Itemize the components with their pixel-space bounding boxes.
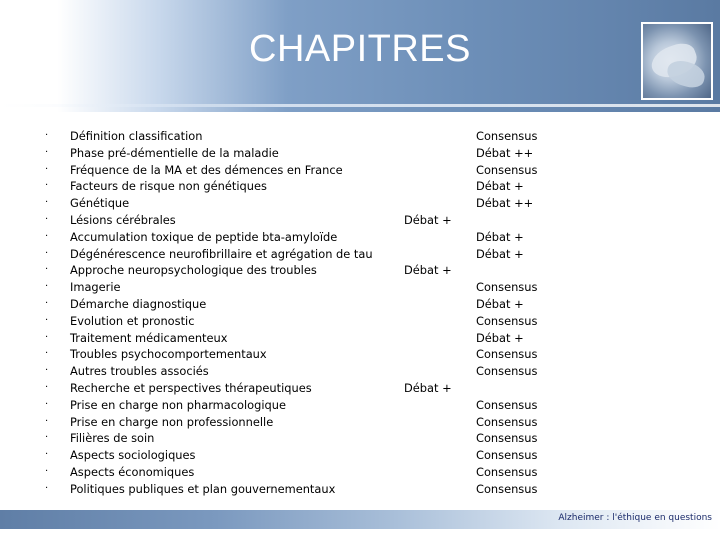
bullet-marker: · (45, 365, 49, 377)
chapter-status: Débat + (476, 297, 524, 311)
chapter-status: Consensus (476, 280, 538, 295)
chapter-status: Débat + (476, 179, 524, 194)
footer-bar (0, 510, 720, 529)
chapter-status-mid: Débat + (404, 213, 452, 227)
chapter-label: Aspects sociologiques (70, 448, 196, 463)
chapter-label: Lésions cérébrales (70, 213, 176, 227)
chapter-label: Fréquence de la MA et des démences en France (70, 162, 343, 177)
banner-divider (0, 104, 720, 107)
chapter-status: Consensus (476, 431, 538, 446)
header-banner (0, 0, 720, 112)
chapter-label: Filières de soin (70, 431, 155, 446)
chapter-label: Evolution et pronostic (70, 313, 195, 328)
chapter-row (0, 195, 720, 212)
chapter-status: Consensus (476, 347, 538, 362)
chapter-label: Autres troubles associés (70, 364, 209, 379)
bullet-marker: · (45, 264, 49, 276)
bullet-marker: · (45, 180, 49, 192)
chapter-status: Consensus (476, 129, 538, 143)
chapter-row (0, 178, 720, 195)
footer-caption: Alzheimer : l'éthique en questions (558, 513, 712, 523)
chapter-row (0, 363, 720, 380)
chapter-status: Consensus (476, 414, 538, 429)
chapter-row (0, 128, 720, 145)
bullet-marker: · (45, 398, 49, 410)
chapter-label: Phase pré-démentielle de la maladie (70, 145, 279, 160)
chapter-row (0, 414, 720, 431)
slide-title: CHAPITRES (249, 28, 471, 70)
chapter-row (0, 430, 720, 447)
chapter-status: Débat ++ (476, 145, 534, 160)
chapter-label: Facteurs de risque non génétiques (70, 179, 267, 194)
chapter-row (0, 279, 720, 296)
chapter-row (0, 447, 720, 464)
chapter-row (0, 313, 720, 330)
bullet-marker: · (45, 432, 49, 444)
chapter-status: Consensus (476, 465, 538, 479)
chapter-label: Imagerie (70, 280, 121, 295)
chapter-label: Prise en charge non pharmacologique (70, 397, 286, 412)
chapter-status-mid: Débat + (404, 263, 452, 278)
bullet-marker: · (45, 281, 49, 293)
chapter-label: Démarche diagnostique (70, 297, 207, 311)
chapter-label: Approche neuropsychologique des troubles (70, 263, 317, 278)
chapter-row (0, 346, 720, 363)
chapter-status: Consensus (476, 481, 538, 496)
chapter-row (0, 229, 720, 246)
bullet-marker: · (45, 466, 49, 477)
chapter-label: Politiques publiques et plan gouvernementaux (70, 481, 336, 496)
chapter-label: Définition classification (70, 129, 203, 143)
chapter-label: Génétique (70, 196, 130, 211)
chapter-label: Accumulation toxique de peptide bta-amyloïde (70, 229, 338, 244)
chapter-status: Débat ++ (476, 196, 534, 211)
chapter-row (0, 481, 720, 498)
chapter-status: Consensus (476, 397, 538, 412)
chapter-status: Consensus (476, 448, 538, 463)
chapter-label: Dégénérescence neurofibrillaire et agrégation de tau (70, 246, 373, 261)
bullet-marker: · (45, 130, 49, 141)
bullet-marker: · (45, 214, 49, 225)
bullet-marker: · (45, 348, 49, 360)
chapter-label: Aspects économiques (70, 465, 195, 479)
chapter-row (0, 380, 720, 397)
chapter-label: Troubles psychocomportementaux (70, 347, 267, 362)
chapter-label: Prise en charge non professionnelle (70, 414, 274, 429)
chapter-status: Débat + (476, 229, 524, 244)
chapter-row (0, 162, 720, 179)
bullet-marker: · (45, 382, 49, 393)
chapter-row (0, 397, 720, 414)
bullet-marker: · (45, 415, 49, 427)
hand-shape (665, 57, 708, 90)
chapter-row (0, 212, 720, 229)
chapter-label: Recherche et perspectives thérapeutiques (70, 381, 312, 395)
chapter-label: Traitement médicamenteux (70, 330, 228, 345)
chapter-row (0, 145, 720, 162)
bullet-marker: · (45, 230, 49, 242)
chapter-status-mid: Débat + (404, 381, 452, 395)
chapter-row (0, 296, 720, 313)
bullet-marker: · (45, 449, 49, 461)
chapter-row (0, 464, 720, 481)
bullet-marker: · (45, 146, 49, 158)
chapter-status: Consensus (476, 313, 538, 328)
bullet-marker: · (45, 331, 49, 343)
bullet-marker: · (45, 197, 49, 209)
chapter-row (0, 262, 720, 279)
bullet-marker: · (45, 247, 49, 259)
chapter-status: Consensus (476, 364, 538, 379)
bullet-marker: · (45, 163, 49, 175)
chapter-row (0, 330, 720, 347)
chapter-status: Débat + (476, 330, 524, 345)
bullet-marker: · (45, 482, 49, 494)
chapter-status: Débat + (476, 246, 524, 261)
bullet-marker: · (45, 314, 49, 326)
bullet-marker: · (45, 298, 49, 309)
elderly-hands-photo (641, 22, 713, 100)
chapter-status: Consensus (476, 162, 538, 177)
chapter-row (0, 246, 720, 263)
